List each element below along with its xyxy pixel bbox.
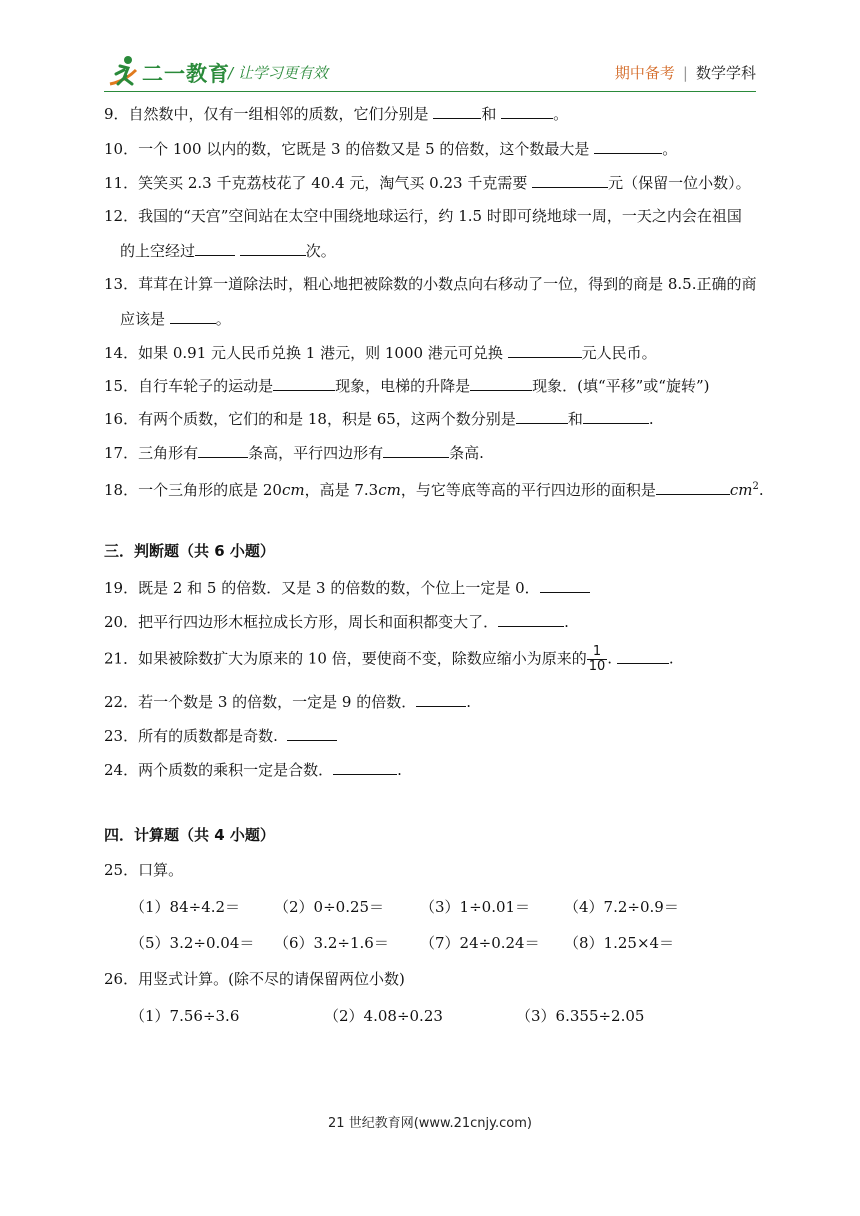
answer-blank[interactable] <box>583 408 649 424</box>
question-11: 11．笑笑买 2.3 千克荔枝花了 40.4 元，淘气买 0.23 千克需要 元（保留一位小数）。 <box>104 174 751 192</box>
section-4-title: 四．计算题（共 4 小题） <box>104 826 275 844</box>
oral-calc-row-2: （5）3.2÷0.04＝ （6）3.2÷1.6＝ （7）24÷0.24＝ （8）1.25×4＝ <box>130 934 675 952</box>
answer-blank[interactable] <box>656 479 730 495</box>
answer-blank[interactable] <box>195 240 235 256</box>
question-18: 18．一个三角形的底是 20cm，高是 7.3cm，与它等底等高的平行四边形的面积是 $cm^2$. <box>104 481 764 499</box>
question-23: 23．所有的质数都是奇数. <box>104 725 337 747</box>
answer-blank[interactable] <box>532 172 608 188</box>
question-26: 26．用竖式计算。(除不尽的请保留两位小数) <box>104 970 405 988</box>
question-13-cont: 应该是 。 <box>120 310 231 328</box>
section-3-title: 三．判断题（共 6 小题） <box>104 542 275 560</box>
header-right: 期中备考 | 数学学科 <box>614 64 756 82</box>
question-14: 14．如果 0.91 元人民币兑换 1 港元，则 1000 港元可兑换 元人民币。 <box>104 344 657 362</box>
question-17: 17．三角形有 条高，平行四边形有 条高. <box>104 444 484 462</box>
answer-blank[interactable] <box>508 342 582 358</box>
question-19: 19．既是 2 和 5 的倍数．又是 3 的倍数的数，个位上一定是 0． <box>104 577 590 599</box>
answer-blank[interactable] <box>273 375 335 391</box>
answer-blank[interactable] <box>594 138 662 154</box>
question-15: 15．自行车轮子的运动是 现象，电梯的升降是 现象．(填“平移”或“旋转”) <box>104 377 710 395</box>
question-10: 10．一个 100 以内的数，它既是 3 的倍数又是 5 的倍数，这个数最大是 。 <box>104 140 678 158</box>
answer-blank[interactable] <box>198 442 248 458</box>
answer-blank[interactable] <box>501 103 553 119</box>
vertical-calc-row: （1）7.56÷3.6 （2）4.08÷0.23 （3）6.355÷2.05 <box>130 1007 645 1025</box>
question-20: 20．把平行四边形木框拉成长方形，周长和面积都变大了． . <box>104 613 569 631</box>
answer-blank[interactable] <box>433 103 481 119</box>
question-12-cont: 的上空经过 次。 <box>120 242 336 260</box>
question-13: 13．茸茸在计算一道除法时，粗心地把被除数的小数点向右移动了一位，得到的商是 8.5.正确的商 <box>104 275 757 293</box>
question-12: 12．我国的“天宫”空间站在太空中围绕地球运行，约 1.5 时即可绕地球一周，一天之内会在祖国 <box>104 207 742 225</box>
answer-blank[interactable] <box>170 308 216 324</box>
page-footer: 21 世纪教育网(www.21cnjy.com) <box>328 1116 532 1131</box>
question-21: 21．如果被除数扩大为原来的 10 倍，要使商不变，除数应缩小为原来的 $\frac{1}{10}$ . . <box>104 644 674 674</box>
answer-blank[interactable] <box>516 408 568 424</box>
subject-label: 数学学科 <box>695 64 756 82</box>
question-16: 16．有两个质数，它们的和是 18，积是 65，这两个数分别是 和 . <box>104 410 654 428</box>
answer-blank[interactable] <box>240 240 306 256</box>
answer-blank[interactable] <box>470 375 532 391</box>
answer-blank[interactable] <box>287 725 337 741</box>
fraction: $\frac{1}{10}$ <box>588 644 606 674</box>
question-22: 22．若一个数是 3 的倍数，一定是 9 的倍数． . <box>104 693 472 711</box>
question-25: 25．口算。 <box>104 861 184 879</box>
logo-text: 二一教育 <box>142 62 230 86</box>
answer-blank[interactable] <box>540 577 590 593</box>
slogan: / 让学习更有效 <box>228 64 328 82</box>
page-header <box>0 0 860 95</box>
answer-blank[interactable] <box>333 759 397 775</box>
answer-blank[interactable] <box>498 611 564 627</box>
header-divider <box>104 91 756 92</box>
answer-blank[interactable] <box>383 442 449 458</box>
question-24: 24．两个质数的乘积一定是合数． . <box>104 761 402 779</box>
answer-blank[interactable] <box>416 691 466 707</box>
oral-calc-row-1: （1）84÷4.2＝ （2）0÷0.25＝ （3）1÷0.01＝ （4）7.2÷0.9＝ <box>130 898 679 916</box>
question-9: 9．自然数中，仅有一组相邻的质数，它们分别是 和 。 <box>104 105 569 123</box>
exam-label: 期中备考 <box>614 64 675 82</box>
answer-blank[interactable] <box>617 648 669 664</box>
